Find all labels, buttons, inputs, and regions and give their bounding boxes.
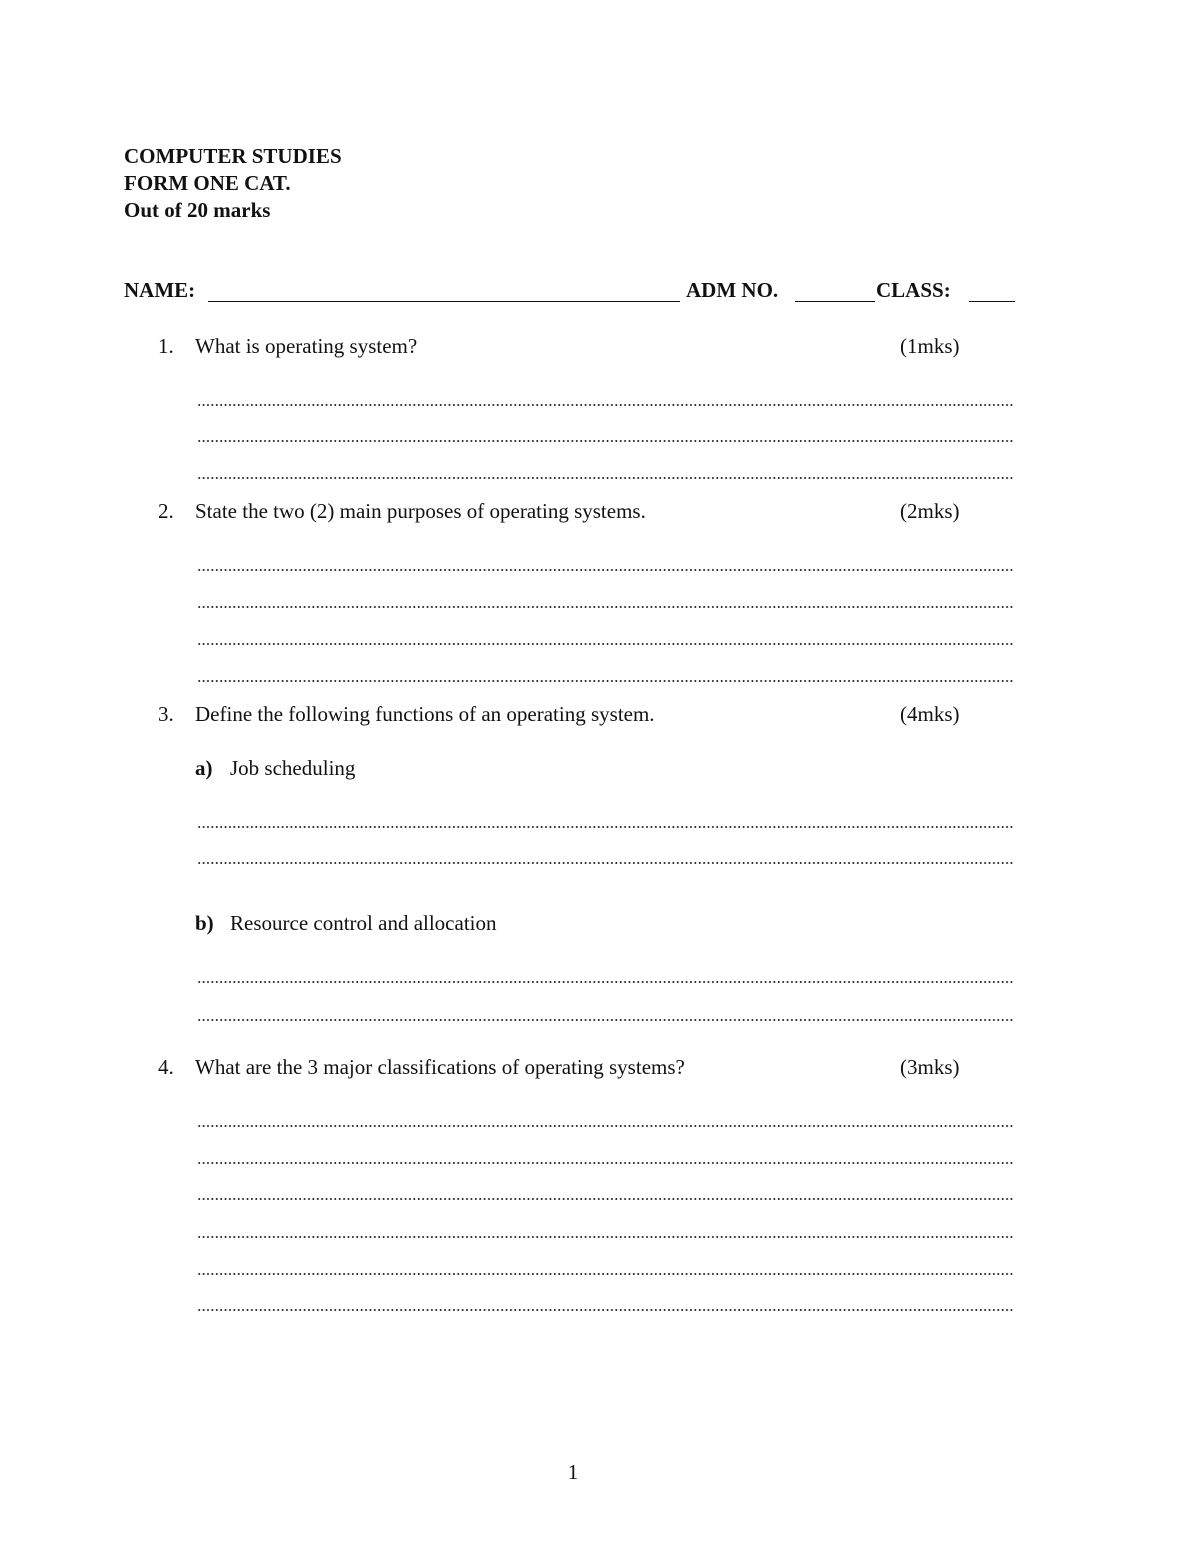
question-2-marks: (2mks)	[900, 499, 960, 523]
answer-line[interactable]	[197, 606, 1013, 608]
question-4-marks: (3mks)	[900, 1055, 960, 1079]
exam-subject: COMPUTER STUDIES	[124, 144, 342, 168]
class-label: CLASS:	[876, 278, 951, 302]
question-3a-text: Job scheduling	[230, 756, 356, 780]
answer-line[interactable]	[197, 1162, 1013, 1164]
answer-line[interactable]	[197, 1309, 1013, 1311]
answer-line[interactable]	[197, 1236, 1013, 1238]
answer-line[interactable]	[197, 477, 1013, 479]
page-number: 1	[567, 1460, 579, 1484]
question-3-marks: (4mks)	[900, 702, 960, 726]
adm-no-blank[interactable]	[795, 301, 875, 302]
student-info-row	[124, 276, 1016, 306]
question-1-text: What is operating system?	[195, 334, 418, 358]
answer-line[interactable]	[197, 404, 1013, 406]
question-3-text: Define the following functions of an operating system.	[195, 702, 655, 726]
answer-line[interactable]	[197, 981, 1013, 983]
answer-line[interactable]	[197, 1198, 1013, 1200]
question-2-number: 2.	[158, 499, 174, 523]
question-4-text: What are the 3 major classifications of operating systems?	[195, 1055, 685, 1079]
question-3b-letter: b)	[195, 911, 214, 935]
answer-line[interactable]	[197, 1019, 1013, 1021]
question-3a-letter: a)	[195, 756, 213, 780]
name-label: NAME:	[124, 278, 196, 302]
answer-line[interactable]	[197, 643, 1013, 645]
answer-line[interactable]	[197, 1125, 1013, 1127]
answer-line[interactable]	[197, 826, 1013, 828]
name-blank[interactable]	[208, 301, 680, 302]
exam-title: FORM ONE CAT.	[124, 171, 291, 195]
answer-line[interactable]	[197, 1273, 1013, 1275]
answer-line[interactable]	[197, 862, 1013, 864]
class-blank[interactable]	[969, 301, 1015, 302]
answer-line[interactable]	[197, 680, 1013, 682]
question-1-number: 1.	[158, 334, 174, 358]
question-3b-text: Resource control and allocation	[230, 911, 497, 935]
exam-total-marks: Out of 20 marks	[124, 198, 271, 222]
question-3-number: 3.	[158, 702, 174, 726]
question-2-text: State the two (2) main purposes of operating systems.	[195, 499, 646, 523]
adm-no-label: ADM NO.	[686, 278, 779, 302]
question-1-marks: (1mks)	[900, 334, 960, 358]
answer-line[interactable]	[197, 440, 1013, 442]
answer-line[interactable]	[197, 569, 1013, 571]
question-4-number: 4.	[158, 1055, 174, 1079]
